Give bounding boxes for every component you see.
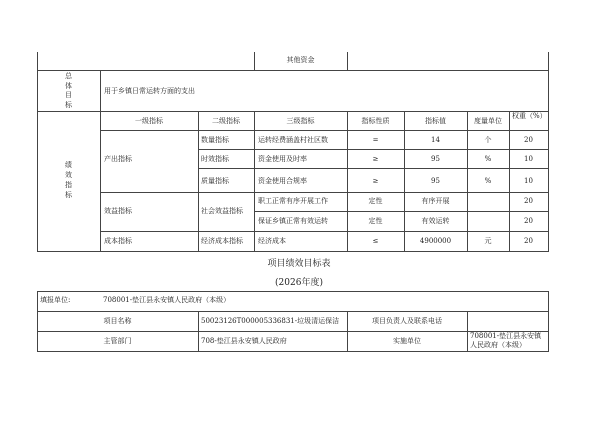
unit-cell: 元 (484, 237, 492, 245)
level3-cell: 职工正常有序开展工作 (258, 197, 328, 205)
dept-value: 708-垫江县永安镇人民政府 (201, 337, 287, 345)
nature-cell: ≥ (372, 177, 379, 185)
fill-unit-label: 填报单位: (40, 296, 71, 304)
unit-cell: % (484, 155, 492, 163)
nature-cell: ≤ (372, 237, 379, 245)
weight-cell: 20 (524, 197, 533, 205)
other-funds-label: 其他资金 (286, 56, 315, 64)
level1-output: 产出指标 (104, 155, 132, 163)
impl-unit-value: 708001-垫江县永安镇人民政府（本级） (470, 332, 542, 349)
nature-cell: 定性 (368, 197, 383, 205)
project-name-value: 50023126T000005336831-垃圾清运保洁 (201, 317, 340, 325)
value-cell: 95 (431, 155, 440, 163)
header-unit: 度量单位 (474, 117, 502, 125)
nature-cell: = (372, 136, 379, 144)
perf-indicator-label: 绩效指标 (65, 161, 72, 199)
weight-cell: 10 (524, 155, 533, 163)
overall-goal-label: 总体目标 (65, 72, 72, 109)
level3-cell: 经济成本 (258, 237, 286, 245)
value-cell: 有效运转 (421, 217, 450, 225)
level2-social: 社会效益指标 (201, 207, 243, 215)
nature-cell: ≥ (372, 155, 379, 163)
level3-cell: 运转经费涵盖村社区数 (258, 136, 328, 144)
level3-cell: 资金使用合规率 (258, 177, 307, 185)
project-owner-label: 项目负责人及联系电话 (372, 317, 442, 325)
weight-cell: 20 (524, 136, 533, 144)
overall-goal-text: 用于乡镇日常运转方面的支出 (104, 87, 195, 95)
level1-cost: 成本指标 (104, 237, 132, 245)
dept-label: 主管部门 (103, 337, 132, 345)
level3-cell: 资金使用及时率 (258, 155, 307, 163)
weight-cell: 20 (524, 237, 533, 245)
header-level3: 三级指标 (286, 117, 315, 125)
header-level2: 二级指标 (212, 117, 240, 125)
level2-quality: 质量指标 (201, 177, 229, 185)
weight-cell: 10 (524, 177, 533, 185)
level3-cell: 保证乡镇正常有效运转 (258, 217, 328, 225)
project-name-label: 项目名称 (103, 317, 132, 325)
form-year: (2026年度) (275, 278, 323, 288)
unit-cell: % (484, 177, 492, 185)
level1-benefit: 效益指标 (104, 207, 132, 215)
header-level1: 一级指标 (135, 117, 163, 125)
level2-economic: 经济成本指标 (201, 237, 243, 245)
weight-cell: 20 (524, 217, 533, 225)
header-weight: 权重（%） (512, 112, 547, 120)
level2-quantity: 数量指标 (201, 136, 229, 144)
value-cell: 95 (431, 177, 440, 185)
header-value: 指标值 (425, 117, 446, 125)
value-cell: 有序开展 (421, 197, 450, 205)
nature-cell: 定性 (368, 217, 383, 225)
value-cell: 4900000 (419, 237, 452, 245)
impl-unit-label: 实施单位 (393, 337, 421, 345)
value-cell: 14 (431, 136, 440, 144)
header-nature: 指标性质 (361, 117, 390, 125)
fill-unit-value: 708001-垫江县永安镇人民政府（本级） (103, 296, 231, 304)
level2-timeliness: 时效指标 (201, 155, 229, 163)
unit-cell: 个 (484, 136, 492, 144)
form-title: 项目绩效目标表 (267, 259, 331, 269)
